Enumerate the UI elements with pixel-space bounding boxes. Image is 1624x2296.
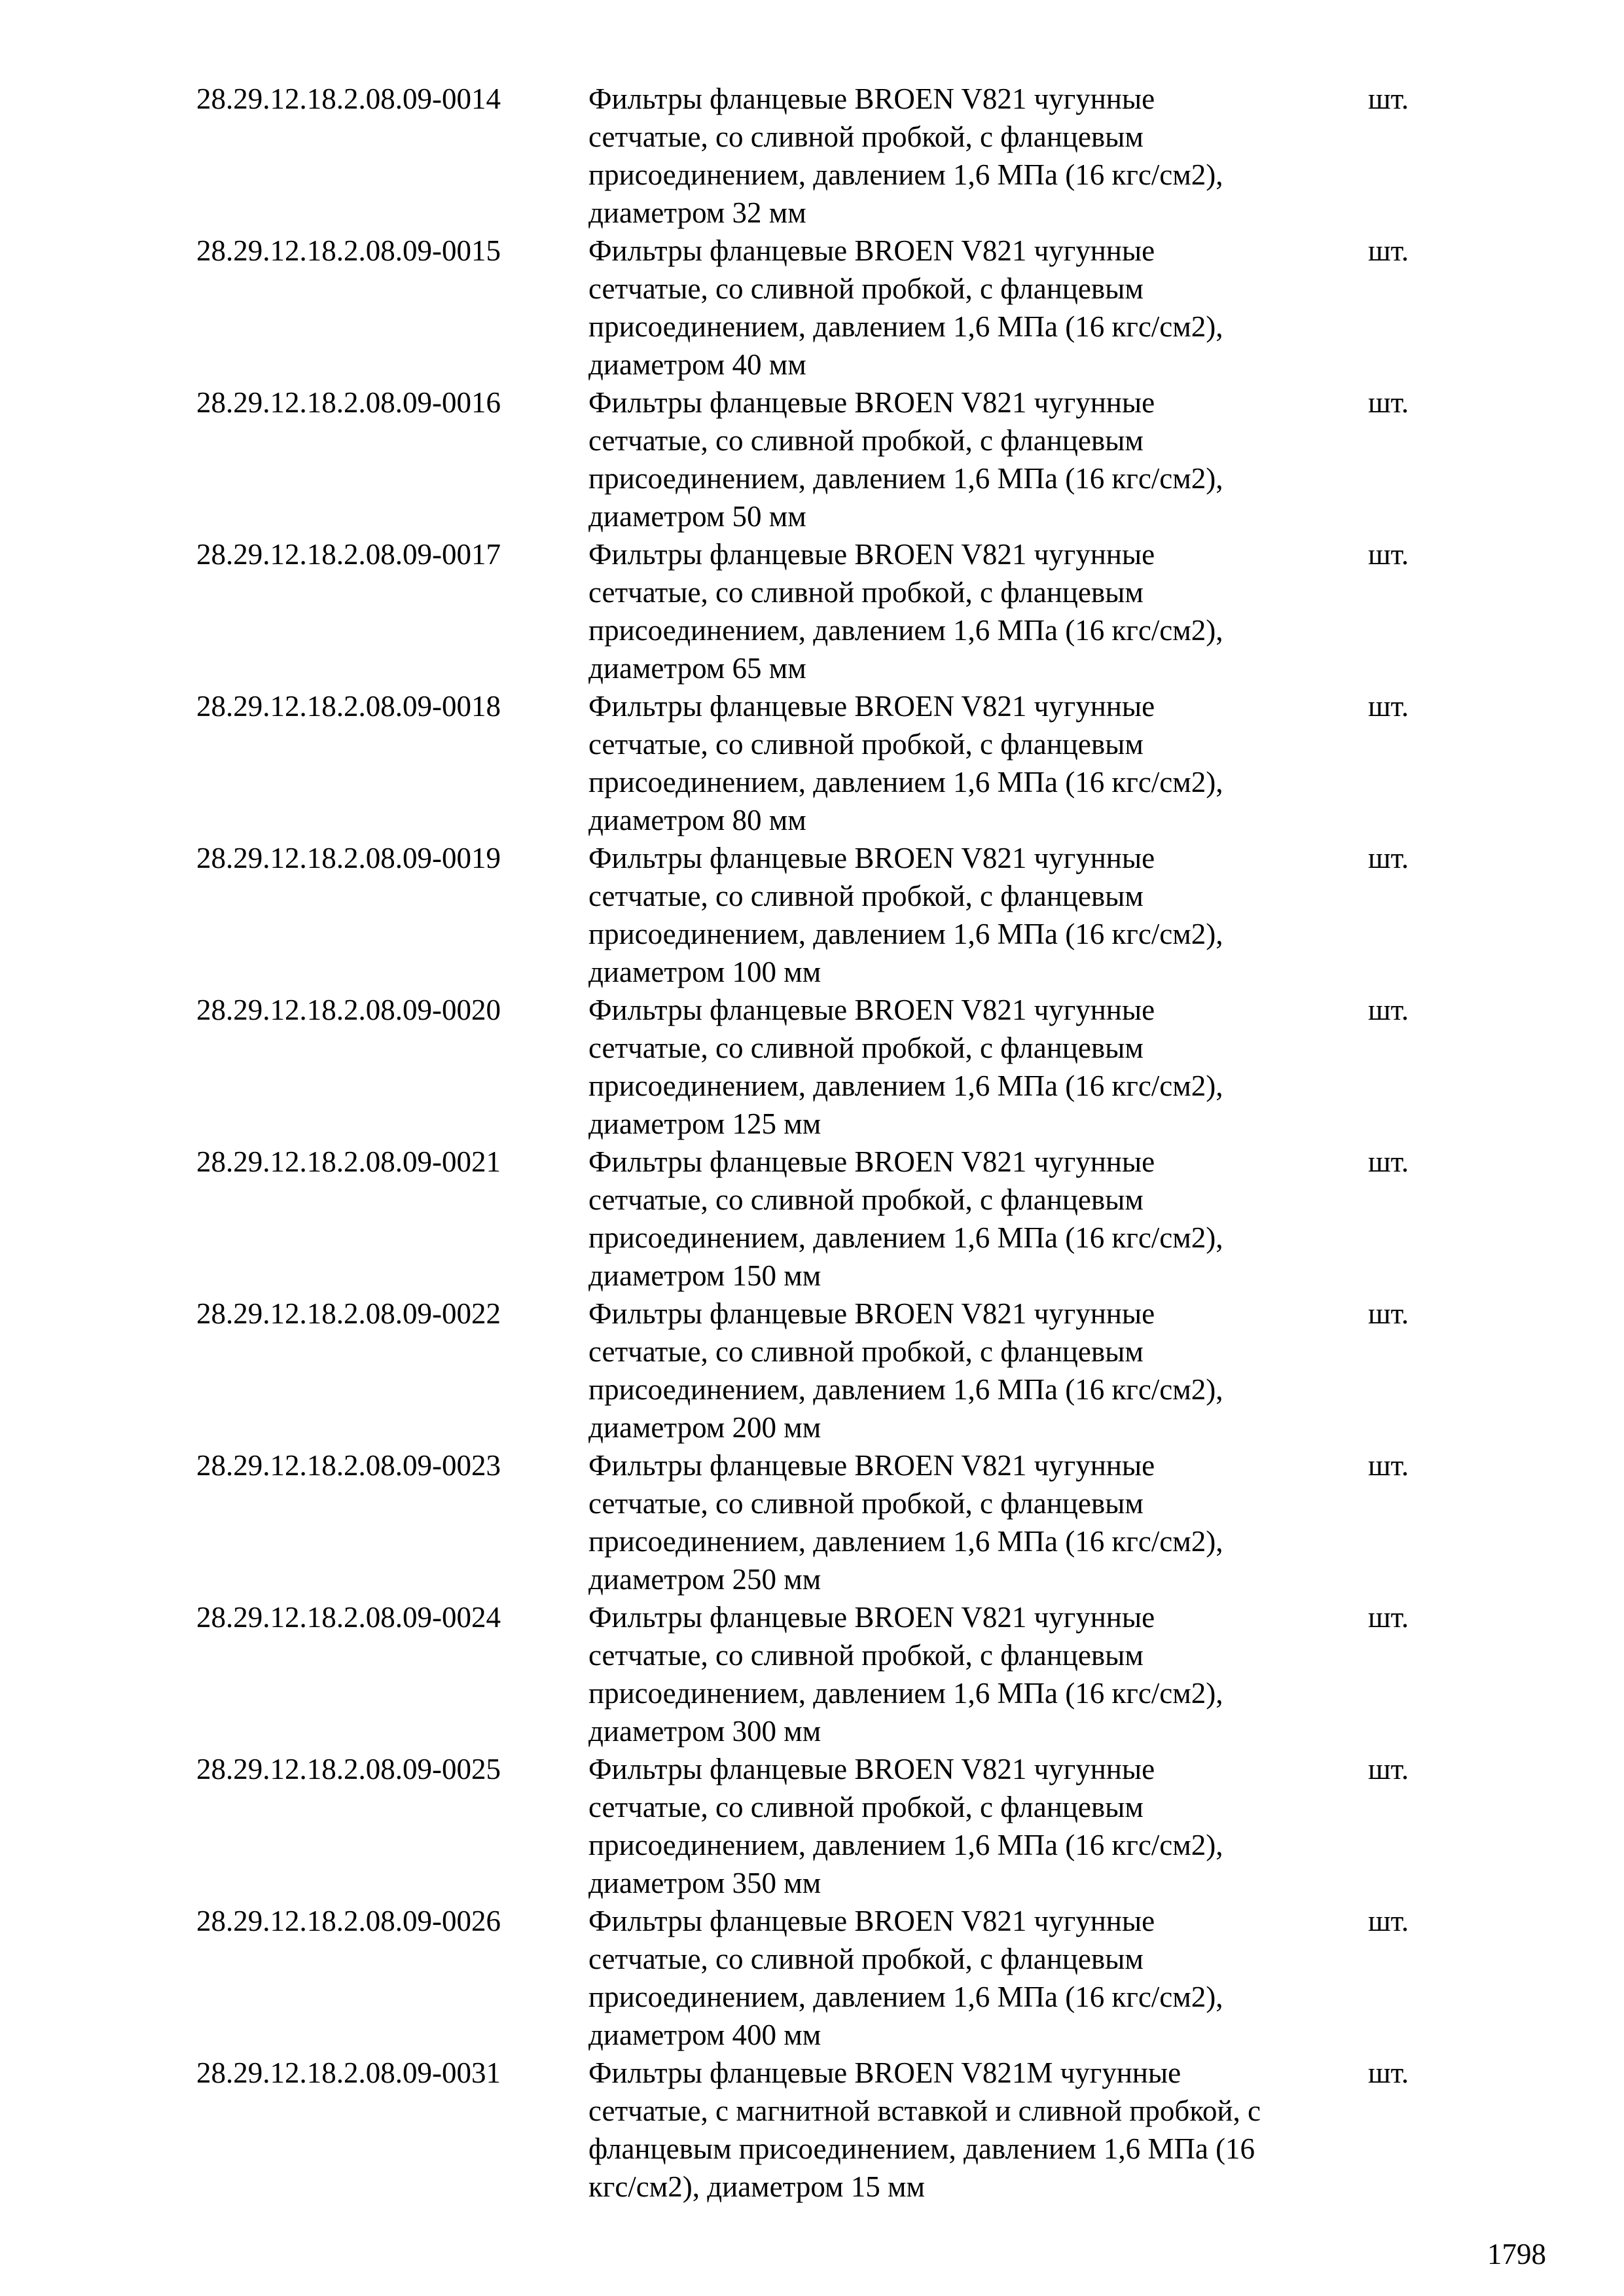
description-line: присоединением, давлением 1,6 МПа (16 кгс/см2), bbox=[588, 1829, 1223, 1861]
description-line: Фильтры фланцевые BROEN V821 чугунные bbox=[588, 234, 1155, 267]
description-line: диаметром 300 мм bbox=[588, 1715, 821, 1748]
resource-code: 28.29.12.18.2.08.09-0024 bbox=[196, 1601, 501, 1634]
resource-description bbox=[588, 839, 1361, 991]
unit-of-measure: шт. bbox=[1368, 1145, 1409, 1178]
description-line: сетчатые, со сливной пробкой, с фланцевым bbox=[588, 1183, 1144, 1216]
description-line: Фильтры фланцевые BROEN V821 чугунные bbox=[588, 1449, 1155, 1482]
description-line: присоединением, давлением 1,6 МПа (16 кгс/см2), bbox=[588, 1069, 1223, 1102]
resource-description bbox=[588, 1295, 1361, 1446]
resource-code: 28.29.12.18.2.08.09-0031 bbox=[196, 2056, 501, 2089]
resource-code: 28.29.12.18.2.08.09-0022 bbox=[196, 1297, 501, 1330]
description-line: диаметром 100 мм bbox=[588, 956, 821, 988]
resource-code: 28.29.12.18.2.08.09-0018 bbox=[196, 690, 501, 723]
description-line: присоединением, давлением 1,6 МПа (16 кгс/см2), bbox=[588, 1525, 1223, 1558]
description-line: присоединением, давлением 1,6 МПа (16 кгс/см2), bbox=[588, 1981, 1223, 2013]
resource-code: 28.29.12.18.2.08.09-0014 bbox=[196, 82, 501, 115]
description-line: Фильтры фланцевые BROEN V821 чугунные bbox=[588, 994, 1155, 1026]
unit-of-measure: шт. bbox=[1368, 1905, 1409, 1937]
description-line: сетчатые, со сливной пробкой, с фланцевым bbox=[588, 424, 1144, 457]
description-line: присоединением, давлением 1,6 МПа (16 кгс/см2), bbox=[588, 158, 1223, 191]
resource-code: 28.29.12.18.2.08.09-0020 bbox=[196, 994, 501, 1026]
description-line: Фильтры фланцевые BROEN V821 чугунные bbox=[588, 690, 1155, 723]
description-line: присоединением, давлением 1,6 МПа (16 кгс/см2), bbox=[588, 310, 1223, 343]
description-line: присоединением, давлением 1,6 МПа (16 кгс/см2), bbox=[588, 918, 1223, 950]
description-line: диаметром 32 мм bbox=[588, 196, 806, 229]
resource-description bbox=[588, 1143, 1361, 1295]
unit-of-measure: шт. bbox=[1368, 234, 1409, 267]
unit-of-measure: шт. bbox=[1368, 1753, 1409, 1785]
description-line: диаметром 80 мм bbox=[588, 804, 806, 836]
description-line: присоединением, давлением 1,6 МПа (16 кгс/см2), bbox=[588, 766, 1223, 798]
resource-description bbox=[588, 1446, 1361, 1598]
description-line: сетчатые, со сливной пробкой, с фланцевым bbox=[588, 1487, 1144, 1520]
description-line: сетчатые, со сливной пробкой, с фланцевым bbox=[588, 1031, 1144, 1064]
description-line: Фильтры фланцевые BROEN V821 чугунные bbox=[588, 82, 1155, 115]
description-line: диаметром 400 мм bbox=[588, 2018, 821, 2051]
resource-description bbox=[588, 1902, 1361, 2054]
resource-code: 28.29.12.18.2.08.09-0021 bbox=[196, 1145, 501, 1178]
description-line: сетчатые, со сливной пробкой, с фланцевым bbox=[588, 1943, 1144, 1975]
resource-description bbox=[588, 991, 1361, 1143]
description-line: сетчатые, со сливной пробкой, с фланцевым bbox=[588, 120, 1144, 153]
description-line: сетчатые, со сливной пробкой, с фланцевым bbox=[588, 1791, 1144, 1823]
description-line: диаметром 50 мм bbox=[588, 500, 806, 533]
description-line: Фильтры фланцевые BROEN V821M чугунные bbox=[588, 2056, 1182, 2089]
resource-code: 28.29.12.18.2.08.09-0026 bbox=[196, 1905, 501, 1937]
description-line: Фильтры фланцевые BROEN V821 чугунные bbox=[588, 1601, 1155, 1634]
unit-of-measure: шт. bbox=[1368, 2056, 1409, 2089]
description-line: фланцевым присоединением, давлением 1,6 МПа (16 bbox=[588, 2132, 1255, 2165]
page-number: 1798 bbox=[1487, 2238, 1546, 2270]
unit-of-measure: шт. bbox=[1368, 82, 1409, 115]
resource-code: 28.29.12.18.2.08.09-0017 bbox=[196, 538, 501, 571]
resource-description bbox=[588, 687, 1361, 839]
description-line: диаметром 250 мм bbox=[588, 1563, 821, 1596]
description-line: диаметром 40 мм bbox=[588, 348, 806, 381]
description-line: Фильтры фланцевые BROEN V821 чугунные bbox=[588, 1297, 1155, 1330]
description-line: сетчатые, со сливной пробкой, с фланцевым bbox=[588, 880, 1144, 912]
description-line: диаметром 350 мм bbox=[588, 1867, 821, 1899]
unit-of-measure: шт. bbox=[1368, 538, 1409, 571]
resource-code: 28.29.12.18.2.08.09-0025 bbox=[196, 1753, 501, 1785]
description-line: сетчатые, со сливной пробкой, с фланцевым bbox=[588, 1335, 1144, 1368]
unit-of-measure: шт. bbox=[1368, 690, 1409, 723]
description-line: Фильтры фланцевые BROEN V821 чугунные bbox=[588, 842, 1155, 874]
description-line: присоединением, давлением 1,6 МПа (16 кгс/см2), bbox=[588, 1373, 1223, 1406]
description-line: сетчатые, со сливной пробкой, с фланцевым bbox=[588, 1639, 1144, 1672]
description-line: присоединением, давлением 1,6 МПа (16 кгс/см2), bbox=[588, 462, 1223, 495]
description-line: сетчатые, со сливной пробкой, с фланцевым bbox=[588, 728, 1144, 761]
description-line: диаметром 150 мм bbox=[588, 1259, 821, 1292]
description-line: Фильтры фланцевые BROEN V821 чугунные bbox=[588, 1145, 1155, 1178]
description-line: диаметром 200 мм bbox=[588, 1411, 821, 1444]
description-line: присоединением, давлением 1,6 МПа (16 кгс/см2), bbox=[588, 1677, 1223, 1710]
description-line: сетчатые, со сливной пробкой, с фланцевым bbox=[588, 576, 1144, 609]
resource-description bbox=[588, 384, 1361, 535]
unit-of-measure: шт. bbox=[1368, 386, 1409, 419]
unit-of-measure: шт. bbox=[1368, 1449, 1409, 1482]
resource-code: 28.29.12.18.2.08.09-0019 bbox=[196, 842, 501, 874]
description-line: Фильтры фланцевые BROEN V821 чугунные bbox=[588, 538, 1155, 571]
resource-code: 28.29.12.18.2.08.09-0023 bbox=[196, 1449, 501, 1482]
resource-code: 28.29.12.18.2.08.09-0016 bbox=[196, 386, 501, 419]
description-line: Фильтры фланцевые BROEN V821 чугунные bbox=[588, 1905, 1155, 1937]
description-line: диаметром 65 мм bbox=[588, 652, 806, 685]
resource-description bbox=[588, 1750, 1361, 1902]
description-line: присоединением, давлением 1,6 МПа (16 кгс/см2), bbox=[588, 614, 1223, 647]
unit-of-measure: шт. bbox=[1368, 842, 1409, 874]
description-line: Фильтры фланцевые BROEN V821 чугунные bbox=[588, 1753, 1155, 1785]
resource-description bbox=[588, 1598, 1361, 1750]
description-line: диаметром 125 мм bbox=[588, 1107, 821, 1140]
description-line: сетчатые, со сливной пробкой, с фланцевым bbox=[588, 272, 1144, 305]
resource-description bbox=[588, 80, 1361, 232]
unit-of-measure: шт. bbox=[1368, 994, 1409, 1026]
resource-code: 28.29.12.18.2.08.09-0015 bbox=[196, 234, 501, 267]
resource-description bbox=[588, 2054, 1361, 2206]
description-line: присоединением, давлением 1,6 МПа (16 кгс/см2), bbox=[588, 1221, 1223, 1254]
description-line: кгс/см2), диаметром 15 мм bbox=[588, 2170, 925, 2203]
description-line: Фильтры фланцевые BROEN V821 чугунные bbox=[588, 386, 1155, 419]
unit-of-measure: шт. bbox=[1368, 1297, 1409, 1330]
unit-of-measure: шт. bbox=[1368, 1601, 1409, 1634]
resource-description bbox=[588, 232, 1361, 384]
description-line: сетчатые, с магнитной вставкой и сливной пробкой, с bbox=[588, 2094, 1261, 2127]
resource-description bbox=[588, 535, 1361, 687]
